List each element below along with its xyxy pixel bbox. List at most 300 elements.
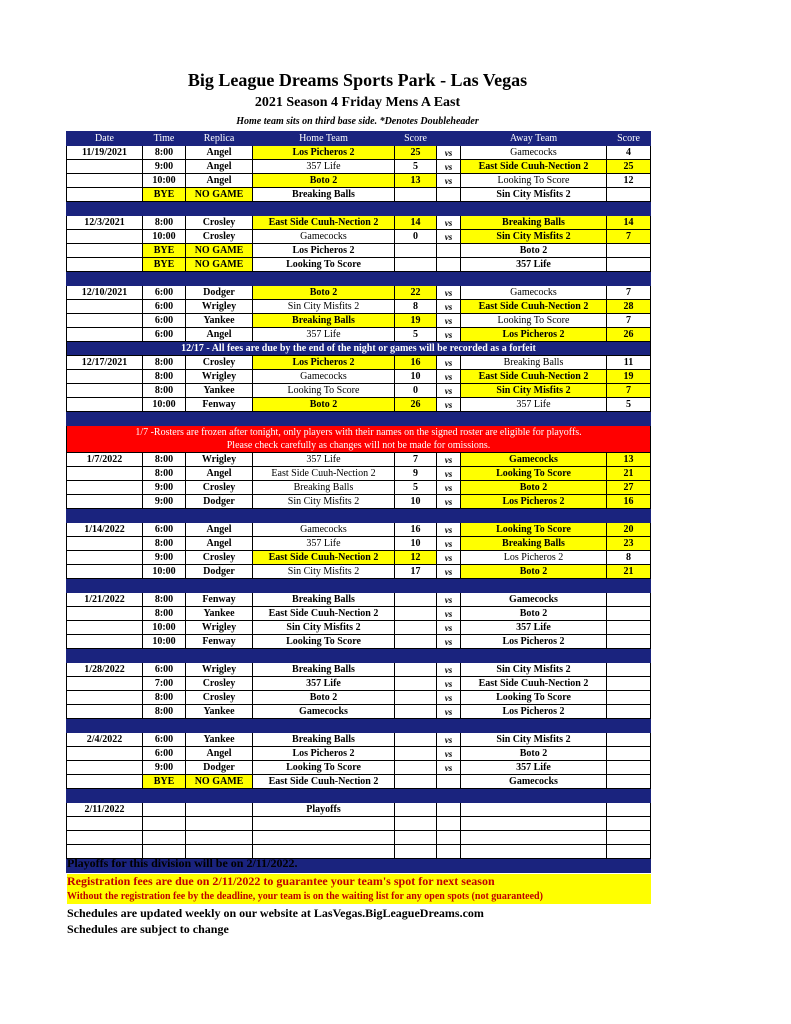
time-cell: 9:00 xyxy=(143,551,186,565)
vs-cell: vs xyxy=(437,481,461,495)
home-team-cell: East Side Cuuh-Nection 2 xyxy=(253,216,395,230)
home-team-cell: Looking To Score xyxy=(253,761,395,775)
home-score-cell xyxy=(395,733,437,747)
date-cell xyxy=(67,621,143,635)
home-score-cell xyxy=(395,258,437,272)
time-cell: 10:00 xyxy=(143,621,186,635)
table-row xyxy=(67,803,651,817)
week-separator xyxy=(67,649,651,663)
home-team-cell xyxy=(253,817,395,831)
vs-cell: vs xyxy=(437,314,461,328)
table-row xyxy=(67,691,651,705)
table-row xyxy=(67,314,651,328)
week-separator xyxy=(67,412,651,426)
vs-cell: vs xyxy=(437,607,461,621)
vs-cell: vs xyxy=(437,705,461,719)
away-score-cell xyxy=(607,258,651,272)
away-score-cell: 20 xyxy=(607,523,651,537)
vs-cell: vs xyxy=(437,537,461,551)
replica-cell: Crosley xyxy=(186,216,253,230)
date-cell xyxy=(67,691,143,705)
away-team-cell: Boto 2 xyxy=(461,481,607,495)
home-score-cell: 5 xyxy=(395,328,437,342)
date-cell xyxy=(67,300,143,314)
replica-cell xyxy=(186,831,253,845)
registration-note: Registration fees are due on 2/11/2022 to guarantee your team's spot for next season xyxy=(67,874,495,888)
replica-cell: Dodger xyxy=(186,286,253,300)
away-score-cell: 7 xyxy=(607,286,651,300)
home-score-cell: 16 xyxy=(395,356,437,370)
vs-cell: vs xyxy=(437,523,461,537)
home-score-cell: 16 xyxy=(395,523,437,537)
table-row xyxy=(67,663,651,677)
schedule-change-note: Schedules are subject to change xyxy=(67,922,229,936)
table-row xyxy=(67,467,651,481)
home-score-cell xyxy=(395,188,437,202)
table-row xyxy=(67,188,651,202)
home-score-cell xyxy=(395,607,437,621)
table-row xyxy=(67,775,651,789)
away-team-cell: Looking To Score xyxy=(461,174,607,188)
away-score-cell xyxy=(607,691,651,705)
week-separator-bar xyxy=(67,789,651,803)
vs-cell xyxy=(437,817,461,831)
week-separator-bar xyxy=(67,509,651,523)
away-team-cell: Gamecocks xyxy=(461,453,607,467)
home-team-cell: Boto 2 xyxy=(253,286,395,300)
time-cell: 10:00 xyxy=(143,174,186,188)
vs-cell: vs xyxy=(437,733,461,747)
home-team-cell: Breaking Balls xyxy=(253,663,395,677)
home-team-cell: Gamecocks xyxy=(253,370,395,384)
vs-cell: vs xyxy=(437,398,461,412)
away-score-cell xyxy=(607,705,651,719)
date-cell xyxy=(67,607,143,621)
away-score-cell: 19 xyxy=(607,370,651,384)
home-team-cell: Sin City Misfits 2 xyxy=(253,495,395,509)
home-team-cell: Los Picheros 2 xyxy=(253,146,395,160)
page-title: Big League Dreams Sports Park - Las Vegas xyxy=(187,70,528,90)
home-score-cell: 26 xyxy=(395,398,437,412)
week-separator xyxy=(67,789,651,803)
vs-cell: vs xyxy=(437,691,461,705)
replica-cell: Crosley xyxy=(186,230,253,244)
replica-cell: Angel xyxy=(186,174,253,188)
home-score-cell xyxy=(395,831,437,845)
home-team-cell: Sin City Misfits 2 xyxy=(253,621,395,635)
replica-cell: Dodger xyxy=(186,761,253,775)
vs-cell: vs xyxy=(437,495,461,509)
away-team-cell: Sin City Misfits 2 xyxy=(461,663,607,677)
away-score-cell xyxy=(607,607,651,621)
table-row xyxy=(67,761,651,775)
table-row xyxy=(67,481,651,495)
table-row xyxy=(67,831,651,845)
week-separator-bar xyxy=(67,272,651,286)
date-cell xyxy=(67,160,143,174)
away-team-cell xyxy=(461,803,607,817)
replica-cell: Crosley xyxy=(186,677,253,691)
roster-alert xyxy=(67,426,651,453)
replica-cell: Crosley xyxy=(186,691,253,705)
vs-cell: vs xyxy=(437,146,461,160)
week-separator-bar xyxy=(67,412,651,426)
fees-notice-row xyxy=(67,342,651,356)
date-cell: 1/7/2022 xyxy=(67,453,143,467)
away-score-cell: 13 xyxy=(607,453,651,467)
away-team-cell: Los Picheros 2 xyxy=(461,551,607,565)
date-cell xyxy=(67,565,143,579)
vs-cell: vs xyxy=(437,300,461,314)
away-team-cell: Boto 2 xyxy=(461,565,607,579)
away-score-cell: 14 xyxy=(607,216,651,230)
time-cell: 6:00 xyxy=(143,733,186,747)
roster-alert-line-2: Please check carefully as changes will not be made for omissions. xyxy=(226,440,491,451)
away-score-cell: 11 xyxy=(607,356,651,370)
time-cell: 8:00 xyxy=(143,146,186,160)
vs-cell: vs xyxy=(437,663,461,677)
page-subtitle: 2021 Season 4 Friday Mens A East xyxy=(254,95,461,110)
time-cell: 6:00 xyxy=(143,328,186,342)
home-score-cell: 5 xyxy=(395,481,437,495)
home-score-cell: 5 xyxy=(395,160,437,174)
home-score-cell: 0 xyxy=(395,384,437,398)
playoffs-note: Playoffs for this division will be on 2/11/2022. xyxy=(67,856,298,870)
time-cell xyxy=(143,817,186,831)
time-cell: BYE xyxy=(143,188,186,202)
replica-cell: NO GAME xyxy=(186,775,253,789)
week-separator xyxy=(67,272,651,286)
replica-cell: Yankee xyxy=(186,733,253,747)
time-cell: 9:00 xyxy=(143,481,186,495)
replica-cell xyxy=(186,817,253,831)
home-team-cell: East Side Cuuh-Nection 2 xyxy=(253,607,395,621)
away-team-cell: Boto 2 xyxy=(461,747,607,761)
date-cell: 12/10/2021 xyxy=(67,286,143,300)
date-cell xyxy=(67,537,143,551)
date-cell xyxy=(67,481,143,495)
table-row xyxy=(67,244,651,258)
home-team-cell: Gamecocks xyxy=(253,705,395,719)
time-cell xyxy=(143,803,186,817)
away-team-cell: East Side Cuuh-Nection 2 xyxy=(461,160,607,174)
date-cell: 1/21/2022 xyxy=(67,593,143,607)
replica-cell: Angel xyxy=(186,146,253,160)
away-score-cell: 21 xyxy=(607,565,651,579)
vs-cell: vs xyxy=(437,174,461,188)
time-cell xyxy=(143,831,186,845)
time-cell: 7:00 xyxy=(143,677,186,691)
home-score-cell: 10 xyxy=(395,495,437,509)
week-separator-bar xyxy=(67,579,651,593)
vs-cell: vs xyxy=(437,761,461,775)
home-score-cell: 9 xyxy=(395,467,437,481)
date-cell xyxy=(67,551,143,565)
home-score-cell: 14 xyxy=(395,216,437,230)
date-cell xyxy=(67,831,143,845)
time-cell: 10:00 xyxy=(143,635,186,649)
away-team-cell: Los Picheros 2 xyxy=(461,635,607,649)
away-team-cell: Looking To Score xyxy=(461,314,607,328)
table-row xyxy=(67,537,651,551)
time-cell: 8:00 xyxy=(143,467,186,481)
away-team-cell: Los Picheros 2 xyxy=(461,328,607,342)
week-separator-bar xyxy=(67,202,651,216)
vs-cell: vs xyxy=(437,384,461,398)
home-team-cell: 357 Life xyxy=(253,328,395,342)
replica-cell: Wrigley xyxy=(186,621,253,635)
away-score-cell xyxy=(607,621,651,635)
vs-cell: vs xyxy=(437,565,461,579)
vs-cell xyxy=(437,803,461,817)
time-cell: 10:00 xyxy=(143,230,186,244)
replica-cell: Angel xyxy=(186,328,253,342)
home-team-cell: East Side Cuuh-Nection 2 xyxy=(253,775,395,789)
table-row xyxy=(67,817,651,831)
away-score-cell: 16 xyxy=(607,495,651,509)
away-team-cell: Sin City Misfits 2 xyxy=(461,188,607,202)
col-header-away-team: Away Team xyxy=(461,132,607,146)
replica-cell: NO GAME xyxy=(186,244,253,258)
date-cell: 2/4/2022 xyxy=(67,733,143,747)
table-row xyxy=(67,495,651,509)
roster-alert-line-1: 1/7 -Rosters are frozen after tonight, only players with their names on the signed roster are eligible for playoffs. xyxy=(135,427,582,438)
away-team-cell: 357 Life xyxy=(461,258,607,272)
vs-cell xyxy=(437,244,461,258)
home-score-cell: 10 xyxy=(395,537,437,551)
table-row xyxy=(67,286,651,300)
away-score-cell xyxy=(607,761,651,775)
home-score-cell xyxy=(395,621,437,635)
away-score-cell xyxy=(607,593,651,607)
date-cell xyxy=(67,244,143,258)
home-team-cell: Boto 2 xyxy=(253,174,395,188)
vs-cell: vs xyxy=(437,747,461,761)
away-score-cell xyxy=(607,817,651,831)
waiting-list-note: Without the registration fee by the deadline, your team is on the waiting list for any open spots (not guaranteed) xyxy=(67,891,543,902)
website-note: Schedules are updated weekly on our website at LasVegas.BigLeagueDreams.com xyxy=(67,906,484,920)
time-cell: 9:00 xyxy=(143,495,186,509)
away-team-cell: 357 Life xyxy=(461,761,607,775)
replica-cell: Fenway xyxy=(186,635,253,649)
time-cell: 9:00 xyxy=(143,761,186,775)
roster-alert-row xyxy=(67,426,651,453)
date-cell xyxy=(67,747,143,761)
date-cell xyxy=(67,467,143,481)
time-cell: 6:00 xyxy=(143,663,186,677)
vs-cell: vs xyxy=(437,635,461,649)
away-score-cell: 23 xyxy=(607,537,651,551)
home-score-cell: 10 xyxy=(395,370,437,384)
replica-cell: NO GAME xyxy=(186,188,253,202)
time-cell: 8:00 xyxy=(143,384,186,398)
table-row xyxy=(67,230,651,244)
time-cell: 8:00 xyxy=(143,370,186,384)
away-score-cell: 8 xyxy=(607,551,651,565)
home-team-cell: 357 Life xyxy=(253,453,395,467)
table-row xyxy=(67,216,651,230)
home-team-cell: Gamecocks xyxy=(253,230,395,244)
away-team-cell: Los Picheros 2 xyxy=(461,705,607,719)
replica-cell xyxy=(186,803,253,817)
home-score-cell xyxy=(395,244,437,258)
away-score-cell: 4 xyxy=(607,146,651,160)
date-cell xyxy=(67,761,143,775)
week-separator xyxy=(67,719,651,733)
date-cell xyxy=(67,817,143,831)
away-team-cell: Looking To Score xyxy=(461,691,607,705)
away-score-cell: 7 xyxy=(607,314,651,328)
table-row xyxy=(67,174,651,188)
time-cell: 9:00 xyxy=(143,160,186,174)
date-cell: 2/11/2022 xyxy=(67,803,143,817)
week-separator xyxy=(67,509,651,523)
replica-cell: Angel xyxy=(186,537,253,551)
date-cell xyxy=(67,775,143,789)
home-team-cell xyxy=(253,831,395,845)
away-team-cell: East Side Cuuh-Nection 2 xyxy=(461,300,607,314)
home-score-cell: 7 xyxy=(395,453,437,467)
home-score-cell: 25 xyxy=(395,146,437,160)
replica-cell: Yankee xyxy=(186,314,253,328)
home-score-cell: 0 xyxy=(395,230,437,244)
home-score-cell: 17 xyxy=(395,565,437,579)
vs-cell: vs xyxy=(437,356,461,370)
replica-cell: Angel xyxy=(186,523,253,537)
replica-cell: Wrigley xyxy=(186,663,253,677)
vs-cell: vs xyxy=(437,593,461,607)
home-score-cell xyxy=(395,775,437,789)
vs-cell: vs xyxy=(437,621,461,635)
time-cell: BYE xyxy=(143,244,186,258)
replica-cell: Crosley xyxy=(186,356,253,370)
home-score-cell xyxy=(395,705,437,719)
vs-cell: vs xyxy=(437,230,461,244)
table-row xyxy=(67,453,651,467)
home-score-cell xyxy=(395,761,437,775)
away-team-cell: 357 Life xyxy=(461,398,607,412)
vs-cell xyxy=(437,831,461,845)
home-team-cell: Los Picheros 2 xyxy=(253,356,395,370)
away-team-cell: Gamecocks xyxy=(461,593,607,607)
away-team-cell: 357 Life xyxy=(461,621,607,635)
away-team-cell: East Side Cuuh-Nection 2 xyxy=(461,370,607,384)
away-score-cell: 26 xyxy=(607,328,651,342)
table-row xyxy=(67,258,651,272)
away-score-cell: 12 xyxy=(607,174,651,188)
date-cell xyxy=(67,398,143,412)
home-team-cell: 357 Life xyxy=(253,677,395,691)
date-cell xyxy=(67,384,143,398)
col-header-away-score: Score xyxy=(607,132,651,146)
time-cell: 6:00 xyxy=(143,747,186,761)
table-row xyxy=(67,635,651,649)
away-team-cell xyxy=(461,831,607,845)
time-cell: 8:00 xyxy=(143,593,186,607)
date-cell xyxy=(67,370,143,384)
away-score-cell xyxy=(607,803,651,817)
away-score-cell: 27 xyxy=(607,481,651,495)
home-score-cell xyxy=(395,663,437,677)
table-row xyxy=(67,523,651,537)
time-cell: 8:00 xyxy=(143,216,186,230)
table-row xyxy=(67,565,651,579)
home-team-cell: East Side Cuuh-Nection 2 xyxy=(253,467,395,481)
home-score-cell xyxy=(395,803,437,817)
table-row xyxy=(67,300,651,314)
home-team-cell: Gamecocks xyxy=(253,523,395,537)
home-team-cell: Los Picheros 2 xyxy=(253,244,395,258)
table-row xyxy=(67,705,651,719)
away-team-cell: East Side Cuuh-Nection 2 xyxy=(461,677,607,691)
time-cell: 10:00 xyxy=(143,398,186,412)
home-score-cell xyxy=(395,691,437,705)
home-team-cell: Breaking Balls xyxy=(253,593,395,607)
away-score-cell: 5 xyxy=(607,398,651,412)
home-score-cell: 12 xyxy=(395,551,437,565)
replica-cell: Dodger xyxy=(186,565,253,579)
date-cell xyxy=(67,635,143,649)
home-team-cell: Breaking Balls xyxy=(253,188,395,202)
replica-cell: Yankee xyxy=(186,705,253,719)
date-cell xyxy=(67,314,143,328)
away-score-cell: 28 xyxy=(607,300,651,314)
home-team-note: Home team sits on third base side. *Denotes Doubleheader xyxy=(236,116,479,127)
away-team-cell: Los Picheros 2 xyxy=(461,495,607,509)
home-team-cell: Los Picheros 2 xyxy=(253,747,395,761)
time-cell: 6:00 xyxy=(143,523,186,537)
replica-cell: Fenway xyxy=(186,398,253,412)
away-team-cell: Boto 2 xyxy=(461,607,607,621)
date-cell: 11/19/2021 xyxy=(67,146,143,160)
away-team-cell: Gamecocks xyxy=(461,286,607,300)
table-row xyxy=(67,160,651,174)
home-team-cell: Sin City Misfits 2 xyxy=(253,565,395,579)
home-score-cell: 8 xyxy=(395,300,437,314)
away-team-cell: Sin City Misfits 2 xyxy=(461,384,607,398)
home-team-cell: Boto 2 xyxy=(253,691,395,705)
home-team-cell: Breaking Balls xyxy=(253,733,395,747)
time-cell: 8:00 xyxy=(143,691,186,705)
time-cell: BYE xyxy=(143,775,186,789)
table-row xyxy=(67,384,651,398)
week-separator xyxy=(67,202,651,216)
vs-cell: vs xyxy=(437,160,461,174)
col-header-home-score: Score xyxy=(395,132,437,146)
col-header-home-team: Home Team xyxy=(253,132,395,146)
date-cell: 12/3/2021 xyxy=(67,216,143,230)
home-team-cell: 357 Life xyxy=(253,160,395,174)
replica-cell: Angel xyxy=(186,747,253,761)
away-score-cell xyxy=(607,747,651,761)
away-score-cell: 21 xyxy=(607,467,651,481)
table-row xyxy=(67,607,651,621)
away-team-cell: Looking To Score xyxy=(461,523,607,537)
away-team-cell: Breaking Balls xyxy=(461,537,607,551)
col-header-vs xyxy=(437,132,461,146)
time-cell: 8:00 xyxy=(143,537,186,551)
date-cell xyxy=(67,258,143,272)
away-score-cell xyxy=(607,188,651,202)
table-row xyxy=(67,328,651,342)
date-cell xyxy=(67,174,143,188)
date-cell: 1/14/2022 xyxy=(67,523,143,537)
away-team-cell: Gamecocks xyxy=(461,775,607,789)
time-cell: 6:00 xyxy=(143,314,186,328)
col-header-time: Time xyxy=(143,132,186,146)
vs-cell: vs xyxy=(437,467,461,481)
vs-cell xyxy=(437,188,461,202)
